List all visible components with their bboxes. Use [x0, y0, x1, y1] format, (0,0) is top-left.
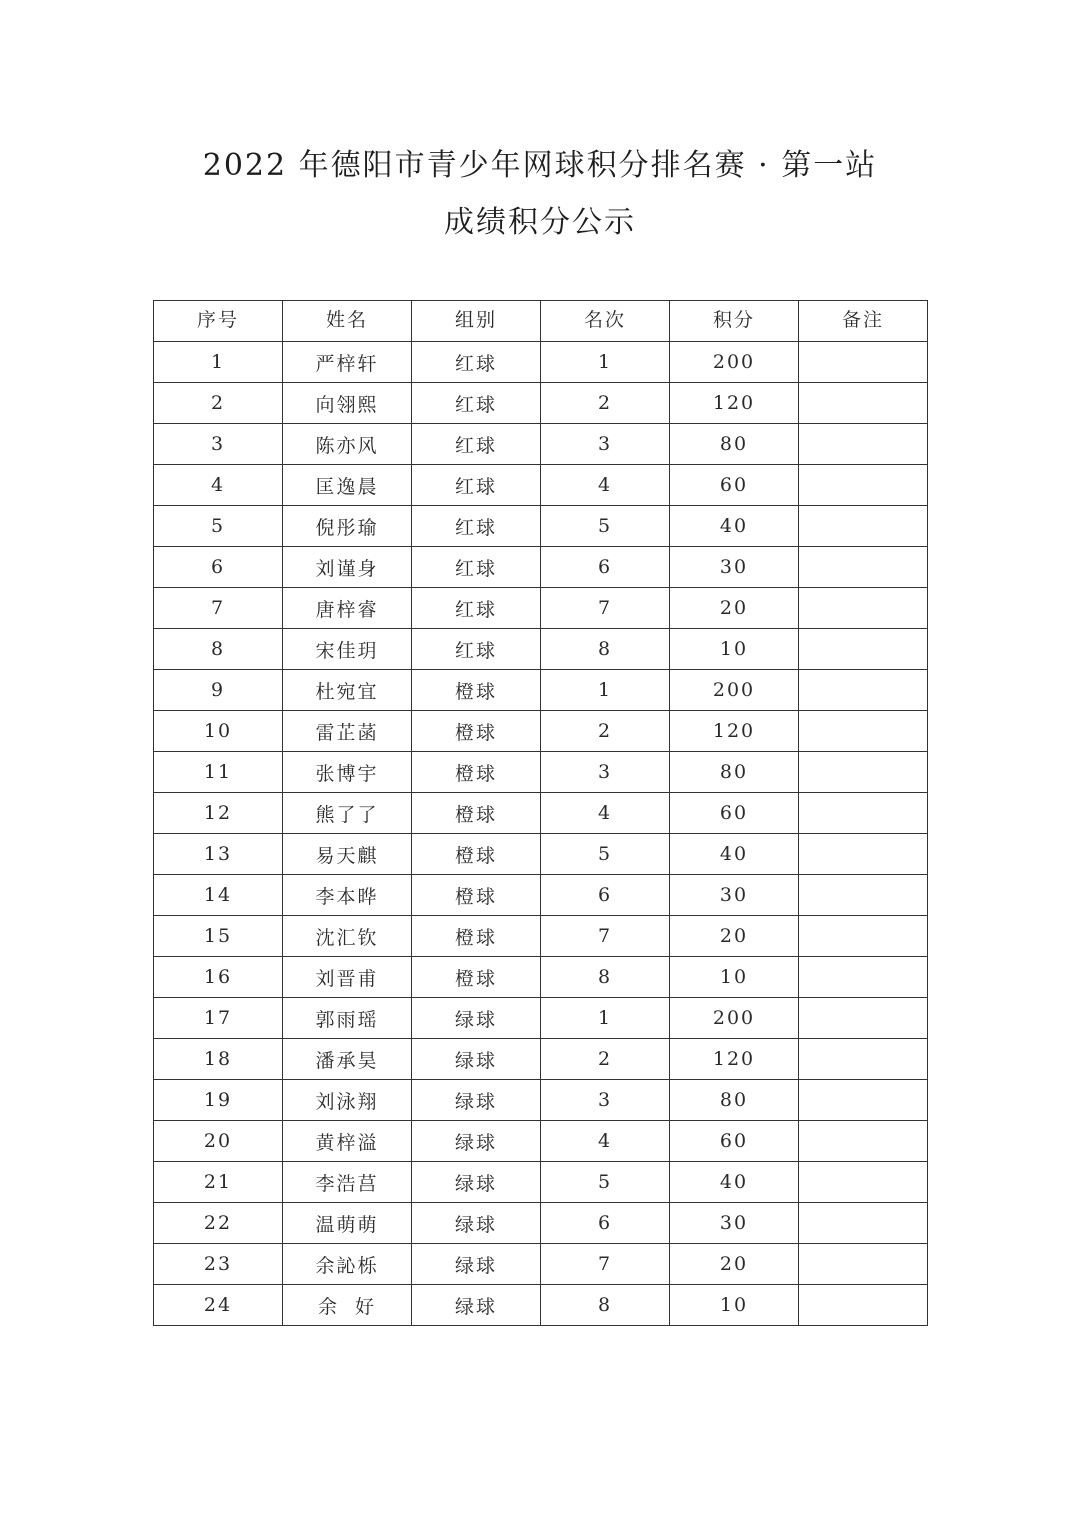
cell-group: 红球 [412, 342, 541, 383]
cell-rank: 1 [541, 670, 670, 711]
cell-note [799, 752, 928, 793]
cell-group: 红球 [412, 465, 541, 506]
cell-no: 6 [154, 547, 283, 588]
cell-note [799, 547, 928, 588]
cell-points: 10 [670, 957, 799, 998]
cell-group: 绿球 [412, 1039, 541, 1080]
table-row [154, 1162, 928, 1203]
cell-no: 1 [154, 342, 283, 383]
cell-rank: 7 [541, 588, 670, 629]
cell-no: 10 [154, 711, 283, 752]
table-row [154, 670, 928, 711]
cell-name: 陈亦风 [283, 424, 412, 465]
cell-note [799, 1039, 928, 1080]
cell-group: 橙球 [412, 711, 541, 752]
cell-rank: 1 [541, 342, 670, 383]
cell-note [799, 1162, 928, 1203]
cell-name: 易天麒 [283, 834, 412, 875]
cell-points: 120 [670, 1039, 799, 1080]
table-row [154, 465, 928, 506]
table-row [154, 383, 928, 424]
cell-note [799, 834, 928, 875]
cell-group: 橙球 [412, 670, 541, 711]
cell-group: 绿球 [412, 1244, 541, 1285]
table-row [154, 998, 928, 1039]
cell-name: 余訫栎 [283, 1244, 412, 1285]
cell-points: 120 [670, 383, 799, 424]
table-row [154, 957, 928, 998]
table-header [154, 301, 928, 342]
document-title: 2022 年德阳市青少年网球积分排名赛 · 第一站 [202, 148, 878, 183]
cell-rank: 8 [541, 629, 670, 670]
cell-rank: 5 [541, 506, 670, 547]
cell-group: 绿球 [412, 1162, 541, 1203]
cell-note [799, 711, 928, 752]
header-no: 序号 [154, 301, 283, 342]
cell-name: 杜宛宜 [283, 670, 412, 711]
cell-note [799, 588, 928, 629]
cell-name: 刘谨身 [283, 547, 412, 588]
table-row [154, 1039, 928, 1080]
cell-group: 绿球 [412, 998, 541, 1039]
cell-points: 40 [670, 1162, 799, 1203]
cell-group: 红球 [412, 629, 541, 670]
table-row [154, 834, 928, 875]
cell-group: 橙球 [412, 957, 541, 998]
table-row [154, 1080, 928, 1121]
cell-group: 绿球 [412, 1121, 541, 1162]
cell-name: 向翎熙 [283, 383, 412, 424]
cell-no: 15 [154, 916, 283, 957]
cell-name: 郭雨瑶 [283, 998, 412, 1039]
cell-note [799, 875, 928, 916]
cell-rank: 5 [541, 834, 670, 875]
table-row [154, 629, 928, 670]
cell-name: 黄梓溢 [283, 1121, 412, 1162]
cell-no: 17 [154, 998, 283, 1039]
header-note: 备注 [799, 301, 928, 342]
results-table [153, 300, 928, 1326]
cell-note [799, 916, 928, 957]
cell-rank: 4 [541, 793, 670, 834]
cell-group: 红球 [412, 383, 541, 424]
cell-group: 橙球 [412, 875, 541, 916]
cell-name: 李浩莒 [283, 1162, 412, 1203]
cell-points: 30 [670, 875, 799, 916]
cell-points: 20 [670, 588, 799, 629]
cell-no: 14 [154, 875, 283, 916]
table-row [154, 342, 928, 383]
cell-points: 10 [670, 629, 799, 670]
cell-points: 30 [670, 1203, 799, 1244]
cell-points: 80 [670, 1080, 799, 1121]
cell-rank: 2 [541, 383, 670, 424]
table-row [154, 588, 928, 629]
cell-name: 匡逸晨 [283, 465, 412, 506]
cell-no: 21 [154, 1162, 283, 1203]
cell-points: 20 [670, 1244, 799, 1285]
cell-note [799, 383, 928, 424]
cell-no: 12 [154, 793, 283, 834]
cell-group: 橙球 [412, 752, 541, 793]
cell-name: 熊了了 [283, 793, 412, 834]
cell-name: 张博宇 [283, 752, 412, 793]
cell-name: 李本晔 [283, 875, 412, 916]
cell-rank: 2 [541, 1039, 670, 1080]
cell-rank: 7 [541, 916, 670, 957]
cell-rank: 3 [541, 1080, 670, 1121]
cell-no: 16 [154, 957, 283, 998]
cell-group: 橙球 [412, 916, 541, 957]
cell-points: 120 [670, 711, 799, 752]
table-body [154, 342, 928, 1326]
cell-name: 余 好 [283, 1285, 412, 1326]
cell-no: 5 [154, 506, 283, 547]
header-name: 姓名 [283, 301, 412, 342]
cell-points: 80 [670, 752, 799, 793]
cell-name: 倪彤瑜 [283, 506, 412, 547]
cell-group: 绿球 [412, 1080, 541, 1121]
cell-name: 潘承昊 [283, 1039, 412, 1080]
cell-no: 22 [154, 1203, 283, 1244]
cell-note [799, 1080, 928, 1121]
document-subtitle: 成绩积分公示 [444, 205, 636, 240]
cell-points: 10 [670, 1285, 799, 1326]
table-row [154, 1203, 928, 1244]
cell-note [799, 1121, 928, 1162]
cell-note [799, 342, 928, 383]
cell-rank: 5 [541, 1162, 670, 1203]
cell-no: 2 [154, 383, 283, 424]
cell-points: 60 [670, 793, 799, 834]
cell-name: 温萌萌 [283, 1203, 412, 1244]
cell-note [799, 670, 928, 711]
cell-rank: 6 [541, 547, 670, 588]
cell-note [799, 1203, 928, 1244]
table-row [154, 916, 928, 957]
cell-note [799, 465, 928, 506]
cell-note [799, 793, 928, 834]
cell-note [799, 506, 928, 547]
cell-points: 30 [670, 547, 799, 588]
cell-group: 橙球 [412, 834, 541, 875]
cell-name: 刘晋甫 [283, 957, 412, 998]
cell-points: 80 [670, 424, 799, 465]
cell-group: 红球 [412, 547, 541, 588]
cell-name: 唐梓睿 [283, 588, 412, 629]
cell-no: 13 [154, 834, 283, 875]
cell-no: 19 [154, 1080, 283, 1121]
header-rank: 名次 [541, 301, 670, 342]
cell-note [799, 998, 928, 1039]
cell-group: 红球 [412, 424, 541, 465]
cell-points: 20 [670, 916, 799, 957]
cell-no: 8 [154, 629, 283, 670]
cell-name: 严梓轩 [283, 342, 412, 383]
cell-points: 200 [670, 998, 799, 1039]
cell-rank: 6 [541, 1203, 670, 1244]
cell-points: 60 [670, 1121, 799, 1162]
header-row [154, 301, 928, 342]
cell-group: 绿球 [412, 1285, 541, 1326]
cell-note [799, 424, 928, 465]
cell-rank: 3 [541, 752, 670, 793]
table-row [154, 752, 928, 793]
cell-group: 红球 [412, 588, 541, 629]
table-row [154, 875, 928, 916]
cell-name: 宋佳玥 [283, 629, 412, 670]
cell-note [799, 1285, 928, 1326]
cell-note [799, 629, 928, 670]
cell-no: 23 [154, 1244, 283, 1285]
cell-no: 4 [154, 465, 283, 506]
cell-no: 7 [154, 588, 283, 629]
cell-name: 刘泳翔 [283, 1080, 412, 1121]
cell-note [799, 1244, 928, 1285]
table-row [154, 793, 928, 834]
cell-name: 沈汇钦 [283, 916, 412, 957]
cell-rank: 2 [541, 711, 670, 752]
cell-points: 200 [670, 670, 799, 711]
cell-rank: 7 [541, 1244, 670, 1285]
cell-points: 200 [670, 342, 799, 383]
cell-points: 40 [670, 834, 799, 875]
cell-rank: 8 [541, 957, 670, 998]
cell-no: 3 [154, 424, 283, 465]
cell-points: 60 [670, 465, 799, 506]
table-row [154, 424, 928, 465]
cell-points: 40 [670, 506, 799, 547]
cell-rank: 4 [541, 465, 670, 506]
table-row [154, 1285, 928, 1326]
cell-rank: 4 [541, 1121, 670, 1162]
cell-no: 20 [154, 1121, 283, 1162]
cell-group: 绿球 [412, 1203, 541, 1244]
cell-group: 红球 [412, 506, 541, 547]
cell-note [799, 957, 928, 998]
cell-no: 9 [154, 670, 283, 711]
cell-rank: 6 [541, 875, 670, 916]
cell-name: 雷芷菡 [283, 711, 412, 752]
cell-group: 橙球 [412, 793, 541, 834]
table-row [154, 547, 928, 588]
header-group: 组别 [412, 301, 541, 342]
table-row [154, 1244, 928, 1285]
cell-rank: 1 [541, 998, 670, 1039]
table-row [154, 711, 928, 752]
table-row [154, 506, 928, 547]
cell-no: 18 [154, 1039, 283, 1080]
cell-no: 24 [154, 1285, 283, 1326]
header-points: 积分 [670, 301, 799, 342]
table-row [154, 1121, 928, 1162]
cell-rank: 3 [541, 424, 670, 465]
cell-no: 11 [154, 752, 283, 793]
cell-rank: 8 [541, 1285, 670, 1326]
